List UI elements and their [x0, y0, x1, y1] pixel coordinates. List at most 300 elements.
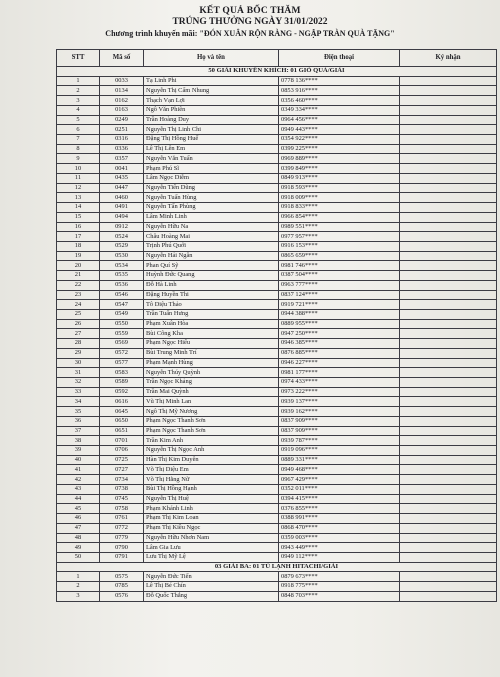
- cell-code: 0576: [100, 591, 144, 601]
- cell-code: 0761: [100, 514, 144, 524]
- cell-signature: [400, 416, 497, 426]
- cell-name: Đỗ Quốc Thắng: [144, 591, 279, 601]
- cell-name: Hàn Thị Kim Duyên: [144, 455, 279, 465]
- cell-phone: 0868 470****: [279, 523, 400, 533]
- cell-phone: 0349 334****: [279, 105, 400, 115]
- table-row: [57, 115, 497, 125]
- table-row: [57, 348, 497, 358]
- cell-name: Lê Thị Lên Em: [144, 144, 279, 154]
- cell-signature: [400, 280, 497, 290]
- cell-signature: [400, 543, 497, 553]
- table-row: [57, 484, 497, 494]
- cell-code: 0357: [100, 154, 144, 164]
- cell-name: Lâm Gia Lưu: [144, 543, 279, 553]
- table-row: [57, 572, 497, 582]
- table-row: [57, 475, 497, 485]
- cell-signature: [400, 183, 497, 193]
- cell-signature: [400, 358, 497, 368]
- col-header-phone: Điện thoại: [279, 50, 400, 67]
- cell-stt: 42: [57, 475, 100, 485]
- cell-phone: 0837 909****: [279, 416, 400, 426]
- cell-signature: [400, 387, 497, 397]
- cell-signature: [400, 582, 497, 592]
- table-row: [57, 358, 497, 368]
- cell-phone: 0848 703****: [279, 591, 400, 601]
- cell-name: Nguyễn Văn Tuấn: [144, 154, 279, 164]
- cell-signature: [400, 76, 497, 86]
- cell-stt: 29: [57, 348, 100, 358]
- cell-code: 0534: [100, 261, 144, 271]
- cell-name: Nguyễn Đức Tiến: [144, 572, 279, 582]
- cell-signature: [400, 339, 497, 349]
- table-row: [57, 290, 497, 300]
- cell-signature: [400, 475, 497, 485]
- cell-stt: 6: [57, 125, 100, 135]
- cell-stt: 2: [57, 582, 100, 592]
- cell-signature: [400, 397, 497, 407]
- cell-code: 0790: [100, 543, 144, 553]
- cell-name: Vũ Thị Minh Lan: [144, 397, 279, 407]
- cell-stt: 8: [57, 144, 100, 154]
- cell-code: 0725: [100, 455, 144, 465]
- document-subtitle: TRÚNG THƯỞNG NGÀY 31/01/2022: [172, 16, 328, 27]
- cell-stt: 20: [57, 261, 100, 271]
- cell-phone: 0949 112****: [279, 552, 400, 562]
- cell-phone: 0778 136****: [279, 76, 400, 86]
- table-row: [57, 193, 497, 203]
- cell-signature: [400, 232, 497, 242]
- cell-name: Trịnh Phú Quới: [144, 241, 279, 251]
- cell-code: 0536: [100, 280, 144, 290]
- cell-signature: [400, 494, 497, 504]
- cell-code: 0592: [100, 387, 144, 397]
- table-row: [57, 387, 497, 397]
- col-header-signature: Ký nhận: [400, 50, 497, 67]
- cell-name: Đặng Huyền Thi: [144, 290, 279, 300]
- table-row: [57, 329, 497, 339]
- cell-stt: 14: [57, 203, 100, 213]
- cell-phone: 0837 124****: [279, 290, 400, 300]
- cell-signature: [400, 407, 497, 417]
- cell-signature: [400, 290, 497, 300]
- cell-name: Trần Hoàng Duy: [144, 115, 279, 125]
- document-title: KẾT QUẢ BỐC THĂM: [199, 6, 301, 16]
- cell-phone: 0376 855****: [279, 504, 400, 514]
- cell-phone: 0974 433****: [279, 378, 400, 388]
- cell-signature: [400, 523, 497, 533]
- document-header: [0, 0, 500, 38]
- cell-code: 0535: [100, 271, 144, 281]
- table-row: [57, 319, 497, 329]
- cell-signature: [400, 193, 497, 203]
- cell-signature: [400, 271, 497, 281]
- cell-phone: 0399 849****: [279, 164, 400, 174]
- cell-phone: 0977 957****: [279, 232, 400, 242]
- table-body: [57, 67, 497, 602]
- cell-name: Bùi Công Kha: [144, 329, 279, 339]
- cell-signature: [400, 504, 497, 514]
- col-header-stt: STT: [57, 50, 100, 67]
- cell-phone: 0889 955****: [279, 319, 400, 329]
- cell-signature: [400, 368, 497, 378]
- cell-stt: 26: [57, 319, 100, 329]
- cell-name: Đỗ Hà Linh: [144, 280, 279, 290]
- cell-signature: [400, 552, 497, 562]
- cell-name: Nguyễn Thị Huệ: [144, 494, 279, 504]
- cell-name: Phạm Xuân Hòa: [144, 319, 279, 329]
- cell-code: 0727: [100, 465, 144, 475]
- cell-stt: 47: [57, 523, 100, 533]
- cell-signature: [400, 484, 497, 494]
- cell-phone: 0918 593****: [279, 183, 400, 193]
- table-row: [57, 300, 497, 310]
- cell-signature: [400, 300, 497, 310]
- cell-phone: 0918 833****: [279, 203, 400, 213]
- cell-name: Phạm Ngọc Thanh Sơn: [144, 426, 279, 436]
- cell-code: 0033: [100, 76, 144, 86]
- cell-code: 0706: [100, 446, 144, 456]
- cell-stt: 12: [57, 183, 100, 193]
- cell-name: Phạm Ngọc Thanh Sơn: [144, 416, 279, 426]
- cell-stt: 18: [57, 241, 100, 251]
- cell-stt: 16: [57, 222, 100, 232]
- table-row: [57, 261, 497, 271]
- table-row: [57, 105, 497, 115]
- cell-stt: 36: [57, 416, 100, 426]
- cell-name: Bùi Thị Hồng Hạnh: [144, 484, 279, 494]
- cell-stt: 1: [57, 76, 100, 86]
- cell-phone: 0973 222****: [279, 387, 400, 397]
- cell-signature: [400, 446, 497, 456]
- table-row: [57, 446, 497, 456]
- table-row: [57, 504, 497, 514]
- cell-phone: 0359 003****: [279, 533, 400, 543]
- cell-code: 0745: [100, 494, 144, 504]
- table-row: [57, 86, 497, 96]
- cell-code: 0589: [100, 378, 144, 388]
- cell-signature: [400, 378, 497, 388]
- cell-signature: [400, 173, 497, 183]
- table-header-row: [57, 50, 497, 67]
- cell-code: 0316: [100, 135, 144, 145]
- table-row: [57, 135, 497, 145]
- cell-phone: 0946 227****: [279, 358, 400, 368]
- cell-stt: 3: [57, 591, 100, 601]
- table-row: [57, 76, 497, 86]
- cell-code: 0530: [100, 251, 144, 261]
- table-row: [57, 552, 497, 562]
- cell-code: 0791: [100, 552, 144, 562]
- table-row: [57, 309, 497, 319]
- cell-code: 0447: [100, 183, 144, 193]
- cell-stt: 45: [57, 504, 100, 514]
- cell-phone: 0865 659****: [279, 251, 400, 261]
- section-header-row: [57, 562, 497, 572]
- cell-stt: 49: [57, 543, 100, 553]
- cell-name: Lưu Thị Mỹ Lệ: [144, 552, 279, 562]
- cell-code: 0785: [100, 582, 144, 592]
- table-row: [57, 455, 497, 465]
- cell-name: Phạm Ngọc Hiếu: [144, 339, 279, 349]
- cell-phone: 0944 388****: [279, 309, 400, 319]
- cell-signature: [400, 241, 497, 251]
- cell-name: Nguyễn Tiến Dũng: [144, 183, 279, 193]
- cell-stt: 17: [57, 232, 100, 242]
- cell-name: Võ Thị Hằng Nữ: [144, 475, 279, 485]
- cell-phone: 0876 885****: [279, 348, 400, 358]
- cell-name: Lâm Minh Linh: [144, 212, 279, 222]
- cell-signature: [400, 533, 497, 543]
- cell-name: Phạm Thị Kim Loan: [144, 514, 279, 524]
- cell-name: Thạch Vạn Lợi: [144, 96, 279, 106]
- cell-phone: 0946 385****: [279, 339, 400, 349]
- table-row: [57, 173, 497, 183]
- cell-signature: [400, 591, 497, 601]
- cell-stt: 31: [57, 368, 100, 378]
- cell-name: Nguyễn Tuấn Hùng: [144, 193, 279, 203]
- cell-phone: 0939 787****: [279, 436, 400, 446]
- table-row: [57, 280, 497, 290]
- cell-stt: 40: [57, 455, 100, 465]
- cell-signature: [400, 125, 497, 135]
- cell-phone: 0981 177****: [279, 368, 400, 378]
- table-row: [57, 232, 497, 242]
- table-row: [57, 212, 497, 222]
- cell-signature: [400, 115, 497, 125]
- cell-signature: [400, 212, 497, 222]
- cell-code: 0559: [100, 329, 144, 339]
- cell-signature: [400, 164, 497, 174]
- cell-name: Nguyễn Hải Ngân: [144, 251, 279, 261]
- table-row: [57, 222, 497, 232]
- table-row: [57, 591, 497, 601]
- cell-stt: 19: [57, 251, 100, 261]
- cell-code: 0251: [100, 125, 144, 135]
- cell-stt: 24: [57, 300, 100, 310]
- cell-code: 0162: [100, 96, 144, 106]
- table-row: [57, 416, 497, 426]
- cell-name: Nguyễn Hữu Na: [144, 222, 279, 232]
- table-row: [57, 378, 497, 388]
- cell-stt: 41: [57, 465, 100, 475]
- table-row: [57, 203, 497, 213]
- cell-signature: [400, 436, 497, 446]
- cell-code: 0650: [100, 416, 144, 426]
- cell-stt: 15: [57, 212, 100, 222]
- cell-name: Phan Quí Sỹ: [144, 261, 279, 271]
- cell-stt: 39: [57, 446, 100, 456]
- cell-signature: [400, 348, 497, 358]
- cell-code: 0569: [100, 339, 144, 349]
- cell-name: Trần Kim Anh: [144, 436, 279, 446]
- cell-stt: 43: [57, 484, 100, 494]
- table-row: [57, 436, 497, 446]
- cell-stt: 23: [57, 290, 100, 300]
- cell-stt: 33: [57, 387, 100, 397]
- cell-signature: [400, 222, 497, 232]
- cell-code: 0460: [100, 193, 144, 203]
- cell-name: Phạm Khánh Linh: [144, 504, 279, 514]
- cell-stt: 44: [57, 494, 100, 504]
- table-row: [57, 164, 497, 174]
- cell-phone: 0939 137****: [279, 397, 400, 407]
- cell-name: Trần Tuấn Hưng: [144, 309, 279, 319]
- cell-name: Phạm Phú Sĩ: [144, 164, 279, 174]
- cell-phone: 0356 460****: [279, 96, 400, 106]
- cell-phone: 0387 504****: [279, 271, 400, 281]
- table-row: [57, 523, 497, 533]
- table-row: [57, 368, 497, 378]
- cell-phone: 0919 721****: [279, 300, 400, 310]
- cell-code: 0491: [100, 203, 144, 213]
- cell-signature: [400, 96, 497, 106]
- cell-stt: 35: [57, 407, 100, 417]
- cell-code: 0575: [100, 572, 144, 582]
- cell-phone: 0949 443****: [279, 125, 400, 135]
- table-row: [57, 251, 497, 261]
- cell-signature: [400, 135, 497, 145]
- table-row: [57, 397, 497, 407]
- cell-stt: 37: [57, 426, 100, 436]
- cell-code: 0549: [100, 309, 144, 319]
- cell-stt: 2: [57, 86, 100, 96]
- cell-phone: 0354 922****: [279, 135, 400, 145]
- cell-name: Phạm Mạnh Hùng: [144, 358, 279, 368]
- table-row: [57, 339, 497, 349]
- cell-name: Lâm Ngọc Diễm: [144, 173, 279, 183]
- cell-stt: 1: [57, 572, 100, 582]
- cell-phone: 0969 889****: [279, 154, 400, 164]
- cell-code: 0336: [100, 144, 144, 154]
- cell-phone: 0967 429****: [279, 475, 400, 485]
- cell-signature: [400, 329, 497, 339]
- cell-code: 0616: [100, 397, 144, 407]
- cell-signature: [400, 261, 497, 271]
- cell-name: Nguyễn Thị Linh Chi: [144, 125, 279, 135]
- cell-signature: [400, 251, 497, 261]
- cell-name: Võ Thị Diệu Em: [144, 465, 279, 475]
- cell-phone: 0918 775****: [279, 582, 400, 592]
- cell-phone: 0837 909****: [279, 426, 400, 436]
- cell-stt: 34: [57, 397, 100, 407]
- table-row: [57, 96, 497, 106]
- cell-code: 0249: [100, 115, 144, 125]
- cell-phone: 0963 777****: [279, 280, 400, 290]
- cell-signature: [400, 426, 497, 436]
- cell-signature: [400, 203, 497, 213]
- cell-phone: 0918 009****: [279, 193, 400, 203]
- cell-stt: 4: [57, 105, 100, 115]
- cell-stt: 25: [57, 309, 100, 319]
- cell-name: Bùi Trung Minh Trí: [144, 348, 279, 358]
- cell-phone: 0919 096****: [279, 446, 400, 456]
- cell-signature: [400, 465, 497, 475]
- cell-code: 0524: [100, 232, 144, 242]
- cell-phone: 0964 456****: [279, 115, 400, 125]
- cell-code: 0734: [100, 475, 144, 485]
- program-name: Chương trình khuyến mãi: "ĐÓN XUÂN RỘN RÀNG - NGẬP TRÀN QUÀ TẶNG": [105, 28, 395, 38]
- table-row: [57, 154, 497, 164]
- cell-signature: [400, 154, 497, 164]
- cell-name: Đặng Thị Hồng Huế: [144, 135, 279, 145]
- cell-stt: 50: [57, 552, 100, 562]
- cell-phone: 0947 250****: [279, 329, 400, 339]
- cell-signature: [400, 86, 497, 96]
- cell-name: Nguyễn Hữu Nhơn Nam: [144, 533, 279, 543]
- cell-code: 0738: [100, 484, 144, 494]
- cell-phone: 0916 153****: [279, 241, 400, 251]
- cell-name: Nguyễn Thị Cẩm Nhung: [144, 86, 279, 96]
- cell-stt: 13: [57, 193, 100, 203]
- cell-stt: 46: [57, 514, 100, 524]
- cell-signature: [400, 455, 497, 465]
- cell-phone: 0939 162****: [279, 407, 400, 417]
- cell-phone: 0849 913****: [279, 173, 400, 183]
- cell-code: 0651: [100, 426, 144, 436]
- cell-code: 0912: [100, 222, 144, 232]
- table-row: [57, 183, 497, 193]
- cell-name: Châu Hoàng Mai: [144, 232, 279, 242]
- table-row: [57, 494, 497, 504]
- cell-phone: 0989 551****: [279, 222, 400, 232]
- cell-signature: [400, 572, 497, 582]
- cell-phone: 0949 468****: [279, 465, 400, 475]
- cell-phone: 0889 331****: [279, 455, 400, 465]
- cell-code: 0041: [100, 164, 144, 174]
- cell-code: 0547: [100, 300, 144, 310]
- cell-name: Huỳnh Đức Quang: [144, 271, 279, 281]
- cell-stt: 3: [57, 96, 100, 106]
- cell-name: Nguyễn Thúy Quỳnh: [144, 368, 279, 378]
- cell-phone: 0981 746****: [279, 261, 400, 271]
- cell-name: Trần Ngọc Khảng: [144, 378, 279, 388]
- cell-stt: 9: [57, 154, 100, 164]
- cell-stt: 32: [57, 378, 100, 388]
- cell-name: Tô Diệu Thảo: [144, 300, 279, 310]
- cell-code: 0529: [100, 241, 144, 251]
- cell-code: 0701: [100, 436, 144, 446]
- cell-code: 0163: [100, 105, 144, 115]
- cell-signature: [400, 319, 497, 329]
- table-row: [57, 582, 497, 592]
- section-title: 50 GIẢI KHUYẾN KHÍCH: 01 GIỎ QUÀ/GIẢI: [57, 67, 497, 77]
- section-header-row: [57, 67, 497, 77]
- cell-name: Ngô Văn Phiên: [144, 105, 279, 115]
- cell-stt: 27: [57, 329, 100, 339]
- cell-name: Lê Thị Bé Chín: [144, 582, 279, 592]
- cell-stt: 38: [57, 436, 100, 446]
- cell-phone: 0853 916****: [279, 86, 400, 96]
- cell-stt: 11: [57, 173, 100, 183]
- table-row: [57, 407, 497, 417]
- cell-code: 0645: [100, 407, 144, 417]
- cell-code: 0572: [100, 348, 144, 358]
- cell-name: Ngô Thị Mỹ Nương: [144, 407, 279, 417]
- cell-stt: 21: [57, 271, 100, 281]
- cell-code: 0550: [100, 319, 144, 329]
- table-row: [57, 144, 497, 154]
- cell-code: 0546: [100, 290, 144, 300]
- cell-stt: 5: [57, 115, 100, 125]
- table-row: [57, 271, 497, 281]
- table-row: [57, 465, 497, 475]
- results-table: [56, 49, 497, 602]
- table-row: [57, 125, 497, 135]
- col-header-name: Họ và tên: [144, 50, 279, 67]
- section-title: 03 GIẢI BA: 01 TỦ LẠNH HITACHI/GIẢI: [57, 562, 497, 572]
- cell-phone: 0394 415****: [279, 494, 400, 504]
- cell-phone: 0399 225****: [279, 144, 400, 154]
